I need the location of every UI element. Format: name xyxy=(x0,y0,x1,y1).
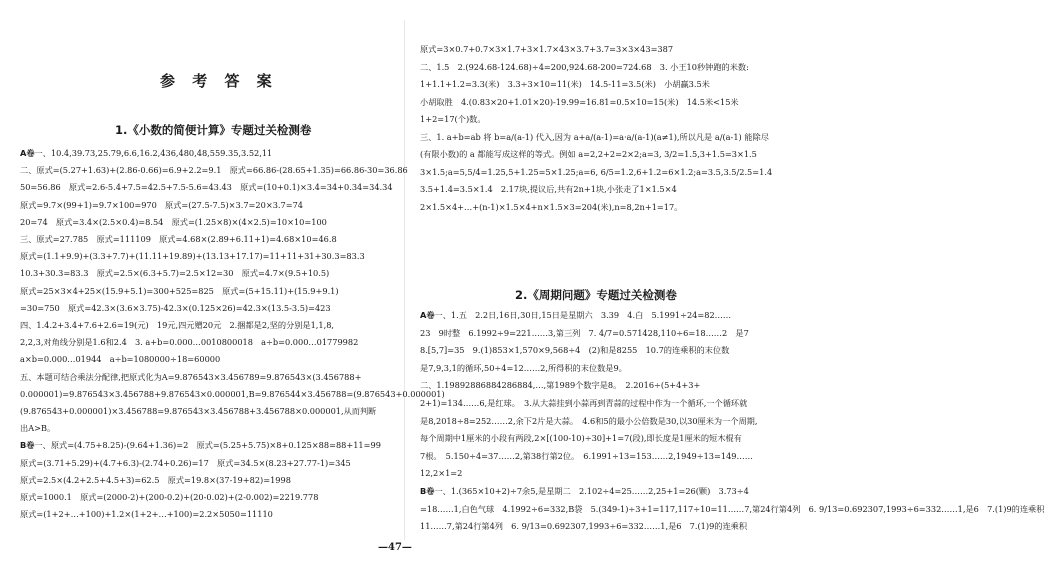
volume-tag: A卷 xyxy=(420,310,435,320)
answer-line xyxy=(20,372,390,383)
section-1-title: 1.《小数的简便计算》专题过关检测卷 xyxy=(115,123,312,137)
answer-line xyxy=(20,492,390,503)
answer-text: 原式=25×3×4+25×(15.9+5.1)=300+525=825 原式=(5+15.11)+(15.9+9.1) xyxy=(20,285,339,296)
answer-line xyxy=(20,200,390,211)
answer-text: 10.3+30.3=83.3 原式=2.5×(6.3+5.7)=2.5×12=30 原式=4.7×(9.5+10.5) xyxy=(20,268,330,279)
answer-line xyxy=(420,310,790,321)
answer-text: 是7,9,3,1的循环,50÷4=12……2,所得积的末位数是9。 xyxy=(420,362,627,373)
volume-tag: B卷 xyxy=(20,440,35,451)
answer-line xyxy=(20,148,390,159)
answer-text: 三、原式=27.785 原式=111109 原式=4.68×(2.89+6.11+1)=4.68×10=46.8 xyxy=(20,234,337,244)
answer-text: 50=56.86 原式=2.6-5.4+7.5=42.5+7.5-5.6=43.43 原式=(10+0.1)×3.4=34+0.34=34.34 xyxy=(20,182,393,193)
answer-line xyxy=(20,475,390,486)
answer-text: 一、10.4,39.73,25.79,6.6,16.2,436,480,48,559.35,3.52,11 xyxy=(34,148,273,158)
answer-text: a×b=0.000…01944 a÷b=1080000÷18=60000 xyxy=(20,354,221,365)
answer-text: 三、1. a+b=ab 将 b=a/(a-1) 代入,因为 a+a/(a-1)=a·a/(a-1)(a≠1),所以凡是 a/(a-1) 能除尽 xyxy=(420,131,769,142)
answer-line xyxy=(20,509,390,520)
answer-line xyxy=(20,303,390,314)
answer-text: 0.000001)=9.876543×3.456788+9.876543×0.000001,B=9.876544×3.456788=(9.876543+0.000001) xyxy=(20,388,445,399)
answer-line xyxy=(420,398,790,409)
answer-text: 20=74 原式=3.4×(2.5×0.4)=8.54 原式=(1.25×8)×(4×2.5)=10×10=100 xyxy=(20,216,327,227)
answer-line xyxy=(420,521,790,532)
answer-line xyxy=(20,217,390,228)
answer-text: 11……7,第24行第4列 6. 9/13=0.692307,1993÷6=332……1,是6 7.(1)9的连乘积 xyxy=(420,521,748,532)
answer-line xyxy=(420,132,790,143)
answer-text: (有限小数)的 a 都能写成这样的等式。例如 a=2,2+2=2×2;a=3, 3/2=1.5,3+1.5=3×1.5 xyxy=(420,149,757,159)
answer-line xyxy=(20,458,390,469)
answer-text: 是8,2018÷8=252……2,余下2片是大蒜。 4.6和5的最小公倍数是30,以30厘米为一个周期, xyxy=(420,415,758,426)
answer-line xyxy=(20,251,390,262)
answer-line xyxy=(420,503,1044,515)
answer-line xyxy=(420,380,790,391)
answer-text: 二、1.5 2.(924.68-124.68)÷4=200,924.68-200=724.68 3. 小王10秒钟跑的米数: xyxy=(420,61,749,72)
answer-text: 2×1.5×4+…+(n-1)×1.5×4+n×1.5×3=204(米),n=8,2n+1=17。 xyxy=(420,201,683,212)
answer-text: 五、本题可结合乘法分配律,把原式化为A=9.876543×3.456789=9.876543×(3.456788+ xyxy=(20,371,362,382)
answer-text: 出A>B。 xyxy=(20,423,56,434)
answer-text: 每个周期中1厘米的小段有两段,2×[(100-10)÷30]+1=7(段),即长度是1厘米的短木棍有 xyxy=(420,433,742,444)
answer-text: 12,2×1=2 xyxy=(420,468,463,479)
answer-line xyxy=(20,406,390,417)
answer-text: 3.5+1.4=3.5×1.4 2.17块,提议后,共有2n+1块,小张走了1×1.5×4 xyxy=(420,184,677,194)
page-fold-divider xyxy=(404,20,405,540)
page-title: 参 考 答 案 xyxy=(160,72,278,90)
answer-line xyxy=(420,416,790,427)
answer-text: 7根。 5.150÷4=37……2,第38行第2位。 6.1991÷13=153……2,1949÷13=149…… xyxy=(420,450,753,461)
answer-line xyxy=(420,167,790,178)
answer-line xyxy=(20,388,445,400)
volume-tag: A卷 xyxy=(20,148,35,158)
answer-text: 一、原式=(4.75+8.25)-(9.64+1.36)=2 原式=(5.25+5.75)×8+0.125×88=88+11=99 xyxy=(34,440,381,451)
answer-text: =30=750 原式=42.3×(3.6×3.75)-42.3×(0.125×26)=42.3×(13.5-3.5)=423 xyxy=(20,302,331,313)
answer-line xyxy=(20,354,390,365)
answer-line xyxy=(420,62,790,73)
answer-line xyxy=(20,182,393,193)
answer-line xyxy=(420,202,790,213)
answer-line xyxy=(420,486,790,497)
page-number: —47— xyxy=(378,542,412,553)
answer-line xyxy=(420,328,790,339)
section-2-title: 2.《周期问题》专题过关检测卷 xyxy=(515,288,677,302)
answer-text: (9.876543+0.000001)×3.456788=9.876543×3.456788+3.456788×0.000001,从而判断 xyxy=(20,406,377,416)
answer-line xyxy=(20,286,390,297)
answer-line xyxy=(420,79,790,90)
answer-text: 一、1.(365×10+2)÷7余5,是星期二 2.102÷4=25……2,25+1=26(颗) 3.73÷4 xyxy=(434,486,749,496)
answer-line xyxy=(420,363,790,374)
answer-line xyxy=(420,184,790,195)
answer-line xyxy=(20,165,408,176)
answer-line xyxy=(20,423,390,434)
answer-text: 一、1.五 2.2日,16日,30日,15日是星期六 3.39 4.白 5.1991÷24=82…… xyxy=(434,310,732,320)
answer-text: 原式=(3.71+5.29)+(4.7+6.3)-(2.74+0.26)=17 原式=34.5×(8.23+27.77-1)=345 xyxy=(20,457,351,468)
answer-line xyxy=(420,433,790,444)
answer-text: 2,2,3,对角线分别是1.6和2.4 3. a+b=0.000…0010800018 a÷b=0.000…01779982 xyxy=(20,337,359,348)
answer-line xyxy=(420,451,790,462)
answer-line xyxy=(420,149,790,160)
answer-text: 小胡取胜 4.(0.83×20+1.01×20)-19.99=16.81=0.5×10=15(米) 14.5米<15米 xyxy=(420,96,739,107)
answer-line xyxy=(20,337,390,348)
answer-text: 原式=(1+2+…+100)+1.2×(1+2+…+100)=2.2×5050=11110 xyxy=(20,509,273,520)
answer-text: 2+1)=134……6,是红球。 3.从大蒜挂到小蒜再到青蒜的过程中作为一个循环,一个循环就 xyxy=(420,398,748,408)
answer-line xyxy=(420,468,790,479)
answer-text: 原式=2.5×(4.2+2.5+4.5+3)=62.5 原式=19.8×(37-19+82)=1998 xyxy=(20,474,291,485)
answer-line xyxy=(420,44,790,55)
answer-text: 原式=(1.1+9.9)+(3.3+7.7)+(11.11+19.89)+(13.13+17.17)=11+11+31+30.3=83.3 xyxy=(20,251,365,262)
answer-text: 二、原式=(5.27+1.63)+(2.86-0.66)=6.9+2.2=9.1 原式=66.86-(28.65+1.35)=66.86-30=36.86 xyxy=(20,165,408,176)
answer-text: 原式=3×0.7+0.7×3×1.7+3×1.7×43×3.7+3.7=3×3×43=387 xyxy=(420,44,674,54)
answer-line xyxy=(20,320,390,331)
answer-line xyxy=(20,234,390,245)
answer-text: 原式=1000.1 原式=(2000-2)+(200-0.2)+(20-0.02)+(2-0.002)=2219.778 xyxy=(20,492,319,502)
answer-line xyxy=(420,345,790,356)
volume-tag: B卷 xyxy=(420,486,435,496)
answer-text: 二、1.19892886884286884,…,第1989个数字是8。 2.2016÷(5+4+3+ xyxy=(420,380,701,391)
answer-line xyxy=(420,97,790,108)
answer-text: =18……1,白色气球 4.1992÷6=332,B袋 5.(349-1)÷3+1=117,117÷10=11……7,第24行第4列 6. 9/13=0.692307,1993÷6=332……1,是6 7.(1)9的连乘积 xyxy=(420,503,1044,514)
answer-line xyxy=(20,440,390,451)
answer-text: 23 9时整 6.1992÷9=221……3,第三列 7. 4/7=0.571428,110÷6=18……2 是7 xyxy=(420,327,749,338)
answer-text: 四、1.4.2+3.4+7.6+2.6=19(元) 19元,四元赠20元 2.捆都是2,坚的分别是1,1,8, xyxy=(20,320,335,330)
answer-text: 原式=9.7×(99+1)=9.7×100=970 原式=(27.5-7.5)×3.7=20×3.7=74 xyxy=(20,199,303,210)
answer-line xyxy=(420,114,790,125)
answer-text: 8.[5,7]=35 9.(1)853×1,570×9,568÷4 (2)和是8255 10.7的连乘积的末位数 xyxy=(420,345,730,356)
answer-text: 3×1.5;a=5,5/4=1.25,5+1.25=5×1.25;a=6, 6/5=1.2,6+1.2=6×1.2;a=3.5,3.5/2.5=1.4 xyxy=(420,166,773,177)
answer-text: 1+2=17(个)数。 xyxy=(420,114,486,124)
answer-text: 1+1.1+1.2=3.3(米) 3.3÷3×10=11(米) 14.5-11=3.5(米) 小胡赢3.5米 xyxy=(420,79,710,89)
answer-line xyxy=(20,268,390,279)
